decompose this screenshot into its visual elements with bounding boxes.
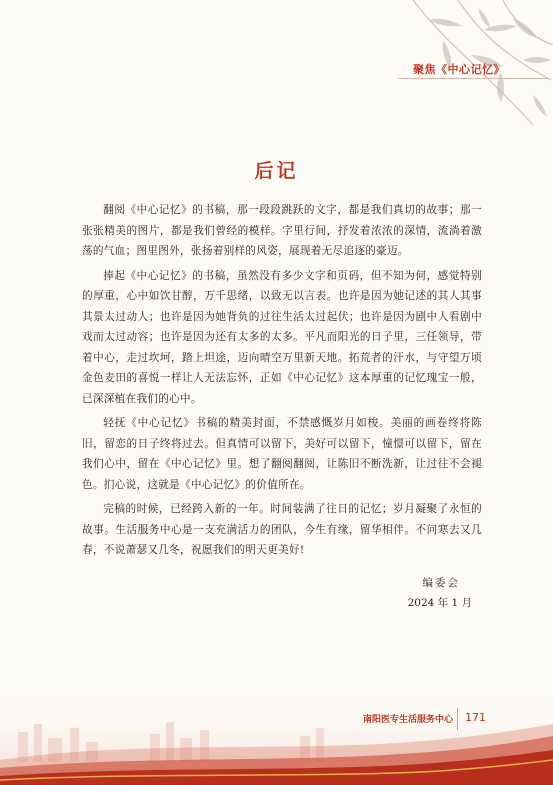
signature-block (0, 573, 472, 613)
header-divider (398, 78, 548, 79)
page-title: 后记 (254, 160, 299, 182)
paragraph: 翻阅《中心记忆》的书稿，那一段段跳跃的文字，都是我们真切的故事；那一张张精美的图片，都是我们曾经的模样。字里行间，抒发着浓浓的深情，流淌着激荡的气血；图里图外，张扬着别样的风姿，展现着无尽追逐的豪迈。 (82, 204, 482, 257)
signature-author: 编委会 (422, 577, 460, 589)
footer-organization: 南阳医专生活服务中心 (362, 715, 453, 725)
section-header: 聚焦《中心记忆》 (413, 63, 505, 76)
page-number: 171 (465, 711, 486, 724)
paragraph: 完稿的时候，已经跨入新的一年。时间装满了往日的记忆；岁月凝聚了永恒的故事。生活服务中心是一支充满活力的团队，今生有缘，留华相伴。不问寒去又几春，不说萧瑟又几冬，祝愿我们的明天更美好! (82, 503, 482, 556)
signature-date: 2024 年 1 月 (407, 597, 472, 609)
article-body (82, 200, 482, 565)
paragraph: 捧起《中心记忆》的书稿，虽然没有多少文字和页码，但不知为何，感觉特别的厚重，心中如饮甘醇，万千思绪，以致无以言表。也许是因为她记述的其人其事其景太过动人；也许是因为她背负的过往生活太过起伏；也许是因为剧中人看剧中戏而太过动容；也许是因为还有太多的太多。平凡而阳光的日子里，三任领导，带着中心，走过坎坷，踏上坦途，迈向晴空万里新天地。拓荒者的汗水，与守望万顷金色麦田的喜悦一样让人无法忘怀，正如《中心记忆》这本厚重的记忆瑰宝一般，已深深植在我们的心中。 (82, 269, 482, 405)
footer-divider (457, 708, 458, 730)
footer-wave-decoration-icon (0, 672, 553, 785)
paragraph: 轻抚《中心记忆》书稿的精美封面，不禁感慨岁月如梭。美丽的画卷终将陈旧，留恋的日子终将过去。但真情可以留下，美好可以留下，憧憬可以留下，留在我们心中，留在《中心记忆》里。想了翻阅翻阅，让陈旧不断洗新，让过往不会褪色。扪心说，这就是《中心记忆》的价值所在。 (82, 417, 482, 491)
